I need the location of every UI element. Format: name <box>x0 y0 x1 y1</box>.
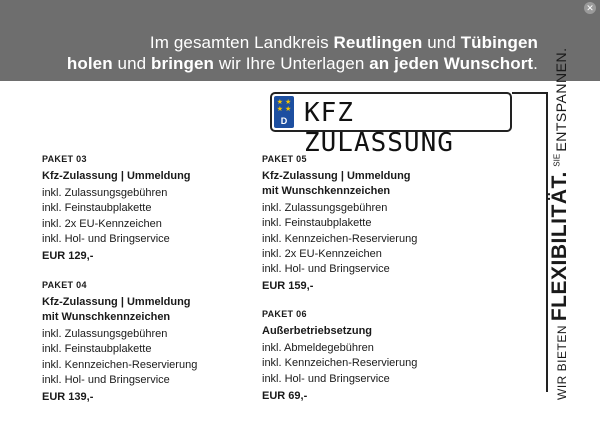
package-item: inkl. 2x EU-Kennzeichen <box>262 247 382 260</box>
package-05 <box>262 154 472 292</box>
package-item: inkl. Hol- und Bringservice <box>42 232 170 245</box>
package-item: inkl. Kennzeichen-Reservierung <box>42 358 198 371</box>
package-column-left <box>42 154 252 262</box>
package-04 <box>42 280 252 403</box>
package-item: inkl. Kennzeichen-Reservierung <box>262 357 418 370</box>
package-number: PAKET 05 <box>262 154 307 164</box>
package-item: inkl. Zulassungsgebühren <box>42 187 168 199</box>
package-price: EUR 159,- <box>262 280 314 293</box>
package-title-line-2: mit Wunschkennzeichen <box>42 311 171 323</box>
package-item: inkl. Hol- und Bringservice <box>262 263 390 276</box>
package-column-right-2 <box>262 309 472 402</box>
vertical-slogan <box>548 47 588 400</box>
package-item: inkl. 2x EU-Kennzeichen <box>42 217 162 230</box>
package-price: EUR 129,- <box>42 250 94 263</box>
package-title-line-2: mit Wunschkennzeichen <box>262 185 391 197</box>
package-title: Kfz-Zulassung | Ummeldung <box>262 170 411 182</box>
package-item: inkl. Feinstaubplakette <box>262 217 372 230</box>
package-item: inkl. Kennzeichen-Reservierung <box>262 232 418 245</box>
plate-country-code: D <box>280 116 288 126</box>
header-banner <box>0 0 600 81</box>
package-column-left-2 <box>42 280 252 403</box>
package-price: EUR 139,- <box>42 391 94 404</box>
package-item: inkl. Zulassungsgebühren <box>262 202 388 214</box>
package-number: PAKET 06 <box>262 309 307 319</box>
banner-line-2: holen und bringen wir Ihre Unterlagen an jeden Wunschort. <box>66 54 538 73</box>
package-number: PAKET 04 <box>42 280 87 290</box>
slogan-part-3: SIE <box>552 151 562 167</box>
banner-line-1: Im gesamten Landkreis Reutlingen und Tübingen <box>149 33 538 52</box>
slogan-part-2: FLEXIBILITÄT. <box>548 171 571 322</box>
package-item: inkl. Abmeldegebühren <box>262 342 374 354</box>
package-item: inkl. Zulassungsgebühren <box>42 328 168 340</box>
slogan-part-4: ENTSPANNEN. <box>553 47 569 152</box>
slogan-part-1: WIR BIETEN <box>555 321 569 400</box>
license-plate-logo <box>270 92 512 158</box>
package-item: inkl. Feinstaubplakette <box>42 343 152 356</box>
package-price: EUR 69,- <box>262 389 308 402</box>
close-icon[interactable]: ✕ <box>584 2 596 14</box>
package-item: inkl. Hol- und Bringservice <box>262 372 390 385</box>
package-item: inkl. Hol- und Bringservice <box>42 373 170 386</box>
package-title: Außerbetriebsetzung <box>262 325 373 337</box>
package-title: Kfz-Zulassung | Ummeldung <box>42 170 191 182</box>
eu-flag-icon: ★ ★ ★ ★ D <box>274 96 294 128</box>
package-column-right <box>262 154 472 292</box>
plate-text: KFZ ZULASSUNG <box>304 98 454 158</box>
plate-frame-line <box>512 92 548 132</box>
package-06 <box>262 309 472 402</box>
package-number: PAKET 03 <box>42 154 87 164</box>
package-03 <box>42 154 252 262</box>
package-title: Kfz-Zulassung | Ummeldung <box>42 296 191 308</box>
package-item: inkl. Feinstaubplakette <box>42 202 152 215</box>
